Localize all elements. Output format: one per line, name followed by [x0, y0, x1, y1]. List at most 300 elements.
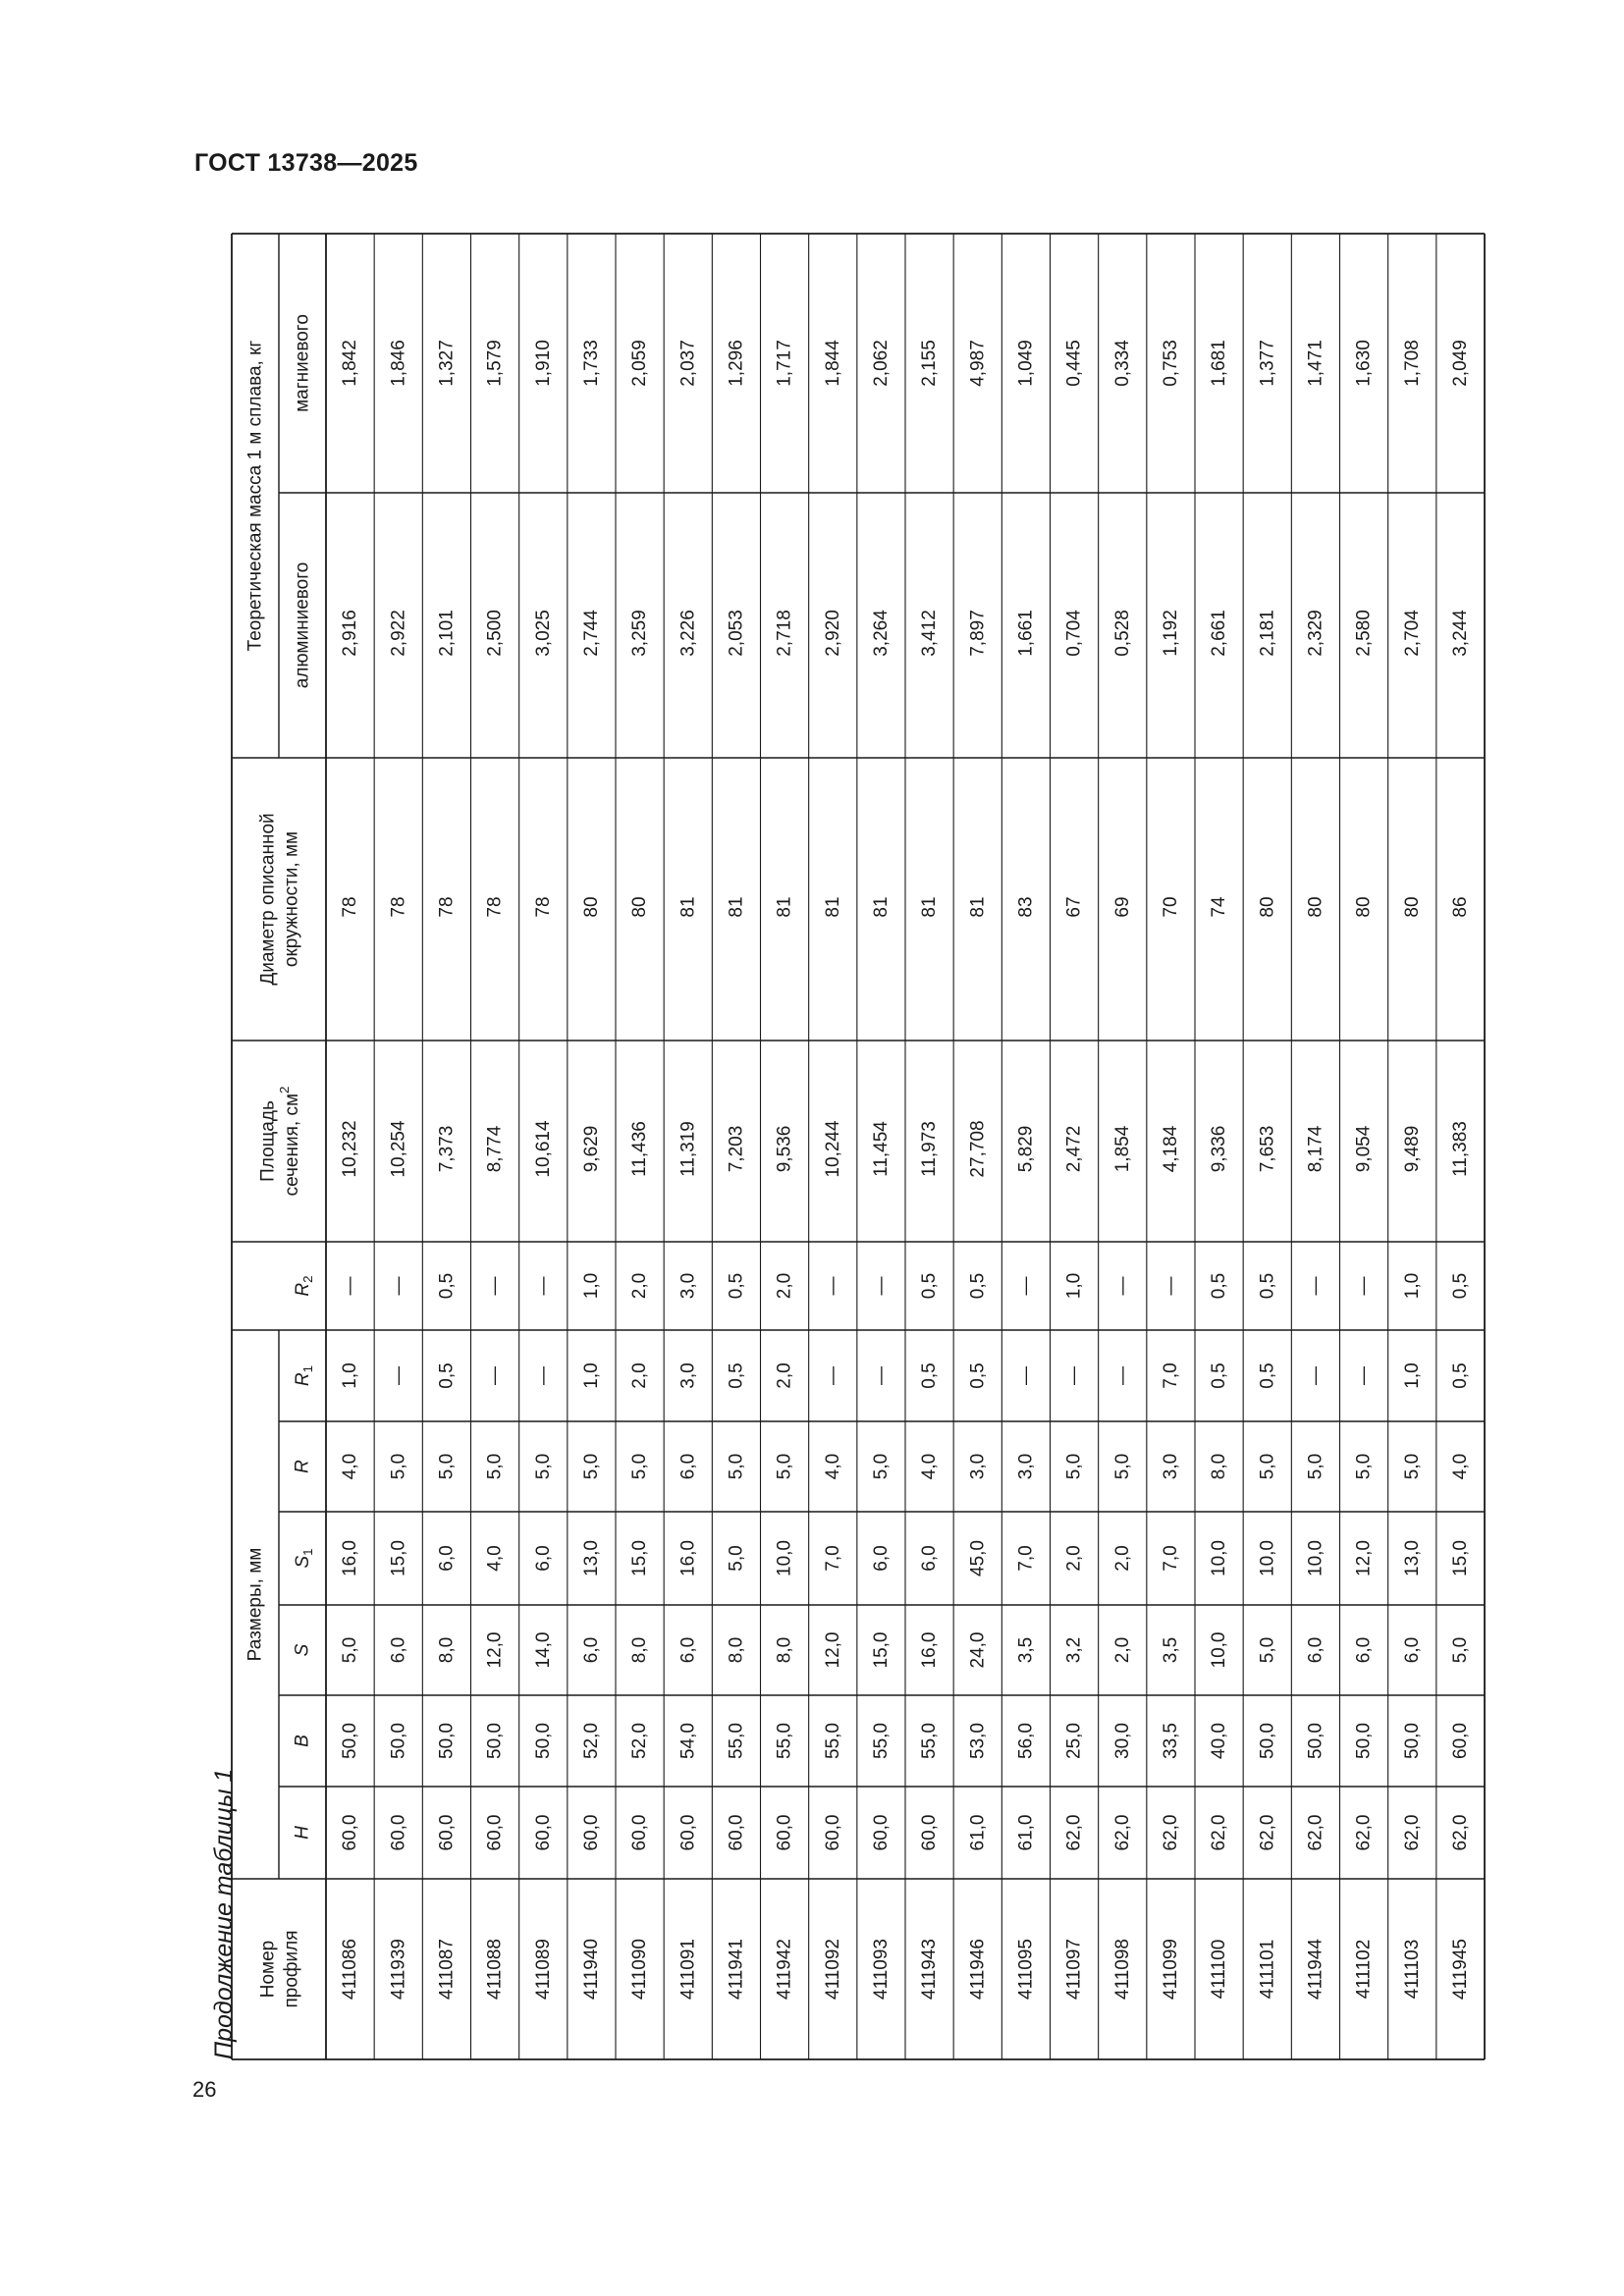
cell-r: 5,0 — [1305, 1453, 1326, 1480]
cell-r: 5,0 — [436, 1453, 458, 1480]
cell-diameter: 81 — [919, 896, 941, 918]
cell-area: 9,536 — [774, 1125, 795, 1173]
cell-s1: 6,0 — [870, 1545, 892, 1572]
cell-r1: 0,5 — [1449, 1362, 1471, 1389]
header-mass-aluminium: алюминиевого — [292, 561, 313, 689]
cell-s1: 13,0 — [1401, 1540, 1423, 1576]
cell-r1: — — [1015, 1366, 1037, 1385]
cell-h: 60,0 — [677, 1814, 699, 1851]
header-diameter-line-2: окружности, мм — [281, 830, 302, 968]
cell-r: 4,0 — [340, 1453, 361, 1480]
cell-r: 5,0 — [629, 1453, 651, 1480]
cell-r: 3,0 — [1160, 1453, 1181, 1480]
cell-r2: 0,5 — [1449, 1272, 1471, 1300]
cell-r1: 0,5 — [726, 1362, 747, 1389]
cell-s1: 15,0 — [388, 1540, 409, 1576]
cell-s1: 10,0 — [1209, 1540, 1230, 1576]
cell-s: 6,0 — [1305, 1636, 1326, 1664]
cell-h: 60,0 — [870, 1814, 892, 1851]
cell-diameter: 69 — [1111, 896, 1133, 918]
cell-r1: — — [1353, 1366, 1375, 1385]
header-profile-line-1: Номер — [257, 1940, 279, 1999]
cell-diameter: 81 — [967, 896, 989, 918]
cell-area: 9,489 — [1401, 1125, 1423, 1173]
cell-b: 52,0 — [629, 1723, 651, 1759]
cell-s: 5,0 — [1257, 1636, 1278, 1664]
header-dim-r: R — [292, 1460, 313, 1473]
cell-h: 62,0 — [1353, 1814, 1375, 1851]
cell-diameter: 78 — [484, 896, 506, 918]
cell-profile-number: 411099 — [1160, 1939, 1181, 2000]
cell-h: 62,0 — [1063, 1814, 1085, 1851]
cell-s: 8,0 — [436, 1636, 458, 1664]
cell-r2: — — [1353, 1276, 1375, 1296]
cell-r1: 0,5 — [436, 1362, 458, 1389]
cell-b: 50,0 — [1401, 1723, 1423, 1759]
cell-profile-number: 411092 — [822, 1939, 843, 2000]
cell-b: 40,0 — [1209, 1723, 1230, 1759]
cell-r2: 0,5 — [1257, 1272, 1278, 1300]
cell-diameter: 78 — [340, 896, 361, 918]
cell-mass-aluminium: 3,259 — [629, 610, 651, 657]
cell-diameter: 81 — [822, 896, 843, 918]
cell-mass-aluminium: 1,661 — [1015, 610, 1037, 657]
cell-r2: — — [532, 1276, 554, 1296]
cell-s1: 10,0 — [1305, 1540, 1326, 1576]
cell-r2: 0,5 — [1209, 1272, 1230, 1300]
cell-s1: 10,0 — [774, 1540, 795, 1576]
cell-diameter: 80 — [629, 896, 651, 918]
cell-b: 53,0 — [967, 1723, 989, 1759]
cell-mass-aluminium: 3,025 — [532, 610, 554, 657]
cell-r: 5,0 — [388, 1453, 409, 1480]
cell-r1: 2,0 — [774, 1362, 795, 1389]
cell-area: 7,653 — [1257, 1125, 1278, 1173]
cell-diameter: 80 — [1257, 896, 1278, 918]
cell-mass-aluminium: 2,744 — [580, 610, 602, 657]
cell-diameter: 67 — [1063, 896, 1085, 918]
cell-profile-number: 411097 — [1063, 1939, 1085, 2000]
cell-mass-aluminium: 2,704 — [1401, 610, 1423, 657]
header-mass-magnesium: магниевого — [292, 314, 313, 412]
cell-diameter: 80 — [1401, 896, 1423, 918]
cell-s: 8,0 — [629, 1636, 651, 1664]
cell-r2: — — [388, 1276, 409, 1296]
cell-h: 60,0 — [484, 1814, 506, 1851]
cell-mass-aluminium: 0,528 — [1111, 610, 1133, 657]
cell-r1: 3,0 — [677, 1362, 699, 1389]
cell-b: 55,0 — [870, 1723, 892, 1759]
cell-s: 6,0 — [677, 1636, 699, 1664]
cell-profile-number: 411100 — [1209, 1939, 1230, 2000]
cell-mass-magnesium: 2,155 — [919, 340, 941, 387]
cell-h: 62,0 — [1160, 1814, 1181, 1851]
cell-diameter: 80 — [1305, 896, 1326, 918]
cell-area: 10,244 — [822, 1120, 843, 1178]
cell-s: 5,0 — [340, 1636, 361, 1664]
cell-r1: — — [1111, 1366, 1133, 1385]
cell-diameter: 80 — [1353, 896, 1375, 918]
cell-mass-aluminium: 2,920 — [822, 610, 843, 657]
cell-mass-magnesium: 1,842 — [340, 340, 361, 387]
cell-r1: 1,0 — [340, 1362, 361, 1389]
cell-r1: — — [1063, 1366, 1085, 1385]
cell-r: 5,0 — [1401, 1453, 1423, 1480]
cell-s: 5,0 — [1449, 1636, 1471, 1664]
cell-r: 5,0 — [580, 1453, 602, 1480]
cell-profile-number: 411944 — [1305, 1939, 1326, 2000]
cell-s1: 2,0 — [1063, 1545, 1085, 1572]
cell-h: 60,0 — [388, 1814, 409, 1851]
cell-area: 7,203 — [726, 1125, 747, 1173]
cell-h: 62,0 — [1111, 1814, 1133, 1851]
cell-s1: 12,0 — [1353, 1540, 1375, 1576]
cell-area: 10,232 — [340, 1120, 361, 1178]
cell-r2: 0,5 — [436, 1272, 458, 1300]
cell-b: 52,0 — [580, 1723, 602, 1759]
cell-mass-aluminium: 2,580 — [1353, 610, 1375, 657]
cell-profile-number: 411087 — [436, 1939, 458, 2000]
cell-b: 50,0 — [1257, 1723, 1278, 1759]
cell-r2: 0,5 — [919, 1272, 941, 1300]
header-area-line-2: сечения, $см^2$ — [276, 1086, 302, 1197]
cell-area: 8,774 — [484, 1125, 506, 1173]
cell-mass-aluminium: 2,661 — [1209, 610, 1230, 657]
cell-b: 50,0 — [1353, 1723, 1375, 1759]
cell-mass-magnesium: 1,377 — [1257, 340, 1278, 387]
cell-r2: 1,0 — [1063, 1272, 1085, 1300]
cell-b: 50,0 — [1305, 1723, 1326, 1759]
cell-profile-number: 411102 — [1353, 1939, 1375, 2000]
header-profile-line-2: профиля — [281, 1930, 302, 2008]
cell-mass-magnesium: 1,327 — [436, 340, 458, 387]
cell-r2: — — [1160, 1276, 1181, 1296]
cell-s: 12,0 — [484, 1631, 506, 1669]
cell-mass-magnesium: 1,681 — [1209, 340, 1230, 387]
cell-b: 56,0 — [1015, 1723, 1037, 1759]
cell-diameter: 81 — [774, 896, 795, 918]
cell-h: 60,0 — [436, 1814, 458, 1851]
cell-s1: 6,0 — [532, 1545, 554, 1572]
cell-s: 3,5 — [1160, 1636, 1181, 1664]
cell-mass-magnesium: 1,844 — [822, 340, 843, 387]
cell-s: 24,0 — [967, 1631, 989, 1669]
cell-s: 12,0 — [822, 1631, 843, 1669]
header-dim-b: B — [292, 1735, 313, 1747]
cell-r: 3,0 — [1015, 1453, 1037, 1480]
cell-r: 5,0 — [726, 1453, 747, 1480]
document-code-header: ГОСТ 13738—2025 — [194, 149, 418, 177]
cell-area: 10,254 — [388, 1120, 409, 1178]
cell-r2: — — [870, 1276, 892, 1296]
cell-r1: — — [532, 1366, 554, 1385]
cell-s1: 5,0 — [726, 1545, 747, 1572]
cell-r1: 1,0 — [1401, 1362, 1423, 1389]
header-dim-r1: $R_1$ — [292, 1364, 315, 1387]
cell-s: 8,0 — [726, 1636, 747, 1664]
cell-area: 27,708 — [967, 1120, 989, 1178]
cell-mass-magnesium: 2,049 — [1449, 340, 1471, 387]
header-mass-group: Теоретическая масса 1 м сплава, кг — [244, 340, 266, 652]
cell-diameter: 78 — [388, 896, 409, 918]
cell-r2: 1,0 — [1401, 1272, 1423, 1300]
cell-s: 10,0 — [1209, 1631, 1230, 1669]
cell-profile-number: 411091 — [677, 1939, 699, 2000]
cell-r2: — — [822, 1276, 843, 1296]
cell-h: 62,0 — [1209, 1814, 1230, 1851]
cell-area: 11,454 — [870, 1121, 892, 1177]
cell-b: 55,0 — [919, 1723, 941, 1759]
cell-area: 11,319 — [677, 1121, 699, 1177]
cell-s1: 13,0 — [580, 1540, 602, 1576]
cell-mass-aluminium: 3,244 — [1449, 610, 1471, 657]
cell-h: 60,0 — [822, 1814, 843, 1851]
cell-r1: 0,5 — [967, 1362, 989, 1389]
cell-mass-aluminium: 2,916 — [340, 610, 361, 657]
cell-mass-magnesium: 1,296 — [726, 340, 747, 387]
cell-profile-number: 411090 — [629, 1939, 651, 2000]
cell-r2: — — [1015, 1276, 1037, 1296]
cell-b: 25,0 — [1063, 1723, 1085, 1759]
cell-diameter: 78 — [436, 896, 458, 918]
cell-s: 8,0 — [774, 1636, 795, 1664]
cell-mass-magnesium: 1,733 — [580, 340, 602, 387]
cell-r1: 0,5 — [1209, 1362, 1230, 1389]
cell-r: 5,0 — [1111, 1453, 1133, 1480]
cell-mass-aluminium: 3,226 — [677, 610, 699, 657]
cell-h: 62,0 — [1449, 1814, 1471, 1851]
cell-r: 5,0 — [1353, 1453, 1375, 1480]
cell-b: 33,5 — [1160, 1723, 1181, 1759]
cell-area: 4,184 — [1160, 1125, 1181, 1173]
cell-r2: — — [1111, 1276, 1133, 1296]
cell-mass-aluminium: 3,264 — [870, 610, 892, 657]
page-number: 26 — [192, 2077, 217, 2102]
cell-mass-magnesium: 1,708 — [1401, 340, 1423, 387]
cell-b: 55,0 — [774, 1723, 795, 1759]
cell-diameter: 83 — [1015, 896, 1037, 918]
cell-mass-aluminium: 2,718 — [774, 610, 795, 657]
cell-s1: 7,0 — [1015, 1545, 1037, 1572]
cell-r2: — — [484, 1276, 506, 1296]
cell-h: 62,0 — [1257, 1814, 1278, 1851]
header-dim-s1: $S_1$ — [292, 1548, 315, 1569]
cell-mass-aluminium: 7,897 — [967, 610, 989, 657]
cell-r1: — — [822, 1366, 843, 1385]
cell-mass-aluminium: 2,329 — [1305, 610, 1326, 657]
cell-b: 54,0 — [677, 1723, 699, 1759]
cell-mass-aluminium: 1,192 — [1160, 610, 1181, 657]
cell-s: 3,5 — [1015, 1636, 1037, 1664]
table-caption: Продолжение таблицы 1 — [210, 1768, 238, 2059]
cell-area: 11,383 — [1449, 1121, 1471, 1177]
cell-profile-number: 411941 — [726, 1939, 747, 2000]
cell-b: 55,0 — [726, 1723, 747, 1759]
cell-h: 61,0 — [1015, 1814, 1037, 1851]
cell-s: 2,0 — [1111, 1636, 1133, 1664]
cell-r1: 2,0 — [629, 1362, 651, 1389]
cell-profile-number: 411089 — [532, 1939, 554, 2000]
cell-profile-number: 411943 — [919, 1939, 941, 2000]
cell-diameter: 81 — [870, 896, 892, 918]
cell-profile-number: 411939 — [388, 1939, 409, 2000]
cell-s1: 6,0 — [919, 1545, 941, 1572]
cell-s1: 7,0 — [822, 1545, 843, 1572]
cell-b: 50,0 — [436, 1723, 458, 1759]
cell-h: 62,0 — [1305, 1814, 1326, 1851]
cell-s1: 10,0 — [1257, 1540, 1278, 1576]
cell-r: 4,0 — [822, 1453, 843, 1480]
cell-area: 2,472 — [1063, 1125, 1085, 1173]
cell-area: 1,854 — [1111, 1125, 1133, 1173]
cell-r: 5,0 — [870, 1453, 892, 1480]
cell-diameter: 78 — [532, 896, 554, 918]
cell-r2: 2,0 — [774, 1272, 795, 1300]
cell-h: 60,0 — [580, 1814, 602, 1851]
cell-b: 50,0 — [484, 1723, 506, 1759]
cell-s: 6,0 — [580, 1636, 602, 1664]
cell-profile-number: 411095 — [1015, 1939, 1037, 2000]
cell-r2: 3,0 — [677, 1272, 699, 1300]
cell-s: 15,0 — [870, 1631, 892, 1669]
cell-area: 11,436 — [629, 1121, 651, 1177]
cell-diameter: 80 — [580, 896, 602, 918]
cell-area: 10,614 — [532, 1120, 554, 1178]
cell-area: 8,174 — [1305, 1125, 1326, 1173]
cell-mass-aluminium: 0,704 — [1063, 610, 1085, 657]
cell-mass-magnesium: 4,987 — [967, 340, 989, 387]
cell-diameter: 86 — [1449, 896, 1471, 918]
cell-diameter: 81 — [677, 896, 699, 918]
cell-diameter: 81 — [726, 896, 747, 918]
cell-b: 60,0 — [1449, 1723, 1471, 1759]
cell-r1: — — [484, 1366, 506, 1385]
cell-s1: 4,0 — [484, 1545, 506, 1572]
cell-s: 14,0 — [532, 1631, 554, 1669]
cell-mass-magnesium: 2,037 — [677, 340, 699, 387]
cell-r1: 0,5 — [919, 1362, 941, 1389]
cell-area: 9,629 — [580, 1125, 602, 1173]
header-dim-s: S — [292, 1643, 313, 1657]
cell-s1: 16,0 — [677, 1540, 699, 1576]
cell-mass-aluminium: 2,181 — [1257, 610, 1278, 657]
cell-r1: — — [870, 1366, 892, 1385]
cell-s: 6,0 — [388, 1636, 409, 1664]
cell-r2: — — [340, 1276, 361, 1296]
cell-s1: 7,0 — [1160, 1545, 1181, 1572]
cell-diameter: 74 — [1209, 896, 1230, 918]
cell-mass-aluminium: 2,922 — [388, 610, 409, 657]
cell-r: 6,0 — [677, 1453, 699, 1480]
cell-r1: 1,0 — [580, 1362, 602, 1389]
cell-r1: — — [388, 1366, 409, 1385]
cell-r1: — — [1305, 1366, 1326, 1385]
cell-mass-magnesium: 2,062 — [870, 340, 892, 387]
cell-profile-number: 411088 — [484, 1939, 506, 2000]
cell-h: 60,0 — [532, 1814, 554, 1851]
cell-r: 8,0 — [1209, 1453, 1230, 1480]
cell-diameter: 70 — [1160, 896, 1181, 918]
cell-h: 60,0 — [340, 1814, 361, 1851]
cell-mass-magnesium: 1,717 — [774, 340, 795, 387]
cell-mass-magnesium: 0,334 — [1111, 340, 1133, 387]
header-diameter-line-1: Диаметр описанной — [257, 813, 279, 986]
cell-s: 6,0 — [1401, 1636, 1423, 1664]
cell-mass-magnesium: 1,579 — [484, 340, 506, 387]
cell-s: 16,0 — [919, 1631, 941, 1669]
cell-profile-number: 411940 — [580, 1939, 602, 2000]
cell-h: 60,0 — [774, 1814, 795, 1851]
header-dim-h: H — [292, 1826, 313, 1840]
cell-profile-number: 411093 — [870, 1939, 892, 2000]
cell-mass-aluminium: 2,053 — [726, 610, 747, 657]
cell-profile-number: 411946 — [967, 1939, 989, 2000]
header-dimensions-group: Размеры, мм — [244, 1547, 266, 1662]
cell-r: 5,0 — [1063, 1453, 1085, 1480]
cell-r2: 2,0 — [629, 1272, 651, 1300]
cell-r2: 0,5 — [726, 1272, 747, 1300]
cell-r2: 0,5 — [967, 1272, 989, 1300]
cell-s1: 45,0 — [967, 1540, 989, 1576]
cell-mass-magnesium: 0,753 — [1160, 340, 1181, 387]
cell-mass-magnesium: 1,471 — [1305, 340, 1326, 387]
cell-mass-aluminium: 2,101 — [436, 610, 458, 657]
cell-b: 55,0 — [822, 1723, 843, 1759]
cell-r2: — — [1305, 1276, 1326, 1296]
header-area-line-1: Площадь — [257, 1100, 279, 1182]
cell-area: 11,973 — [919, 1121, 941, 1177]
cell-area: 9,336 — [1209, 1125, 1230, 1173]
cell-s: 3,2 — [1063, 1636, 1085, 1664]
cell-profile-number: 411098 — [1111, 1939, 1133, 2000]
cell-r2: 1,0 — [580, 1272, 602, 1300]
cell-r1: 0,5 — [1257, 1362, 1278, 1389]
cell-profile-number: 411942 — [774, 1939, 795, 2000]
header-dim-r2: $R_2$ — [292, 1275, 315, 1297]
cell-mass-aluminium: 2,500 — [484, 610, 506, 657]
cell-h: 60,0 — [919, 1814, 941, 1851]
cell-area: 5,829 — [1015, 1125, 1037, 1173]
cell-r: 5,0 — [532, 1453, 554, 1480]
cell-s1: 15,0 — [1449, 1540, 1471, 1576]
cell-mass-magnesium: 2,059 — [629, 340, 651, 387]
cell-s1: 2,0 — [1111, 1545, 1133, 1572]
cell-profile-number: 411101 — [1257, 1939, 1278, 2000]
cell-profile-number: 411086 — [340, 1939, 361, 2000]
cell-h: 60,0 — [629, 1814, 651, 1851]
cell-mass-aluminium: 3,412 — [919, 610, 941, 657]
cell-mass-magnesium: 1,910 — [532, 340, 554, 387]
cell-h: 62,0 — [1401, 1814, 1423, 1851]
cell-h: 60,0 — [726, 1814, 747, 1851]
cell-mass-magnesium: 1,846 — [388, 340, 409, 387]
cell-r: 5,0 — [484, 1453, 506, 1480]
cell-r: 3,0 — [967, 1453, 989, 1480]
cell-b: 50,0 — [532, 1723, 554, 1759]
cell-r1: 7,0 — [1160, 1362, 1181, 1389]
cell-r: 5,0 — [1257, 1453, 1278, 1480]
cell-h: 61,0 — [967, 1814, 989, 1851]
cell-b: 30,0 — [1111, 1723, 1133, 1759]
cell-mass-magnesium: 1,630 — [1353, 340, 1375, 387]
cell-r: 4,0 — [919, 1453, 941, 1480]
cell-s: 6,0 — [1353, 1636, 1375, 1664]
cell-mass-magnesium: 0,445 — [1063, 340, 1085, 387]
cell-s1: 16,0 — [340, 1540, 361, 1576]
cell-area: 9,054 — [1353, 1125, 1375, 1173]
cell-profile-number: 411945 — [1449, 1939, 1471, 2000]
cell-s1: 15,0 — [629, 1540, 651, 1576]
